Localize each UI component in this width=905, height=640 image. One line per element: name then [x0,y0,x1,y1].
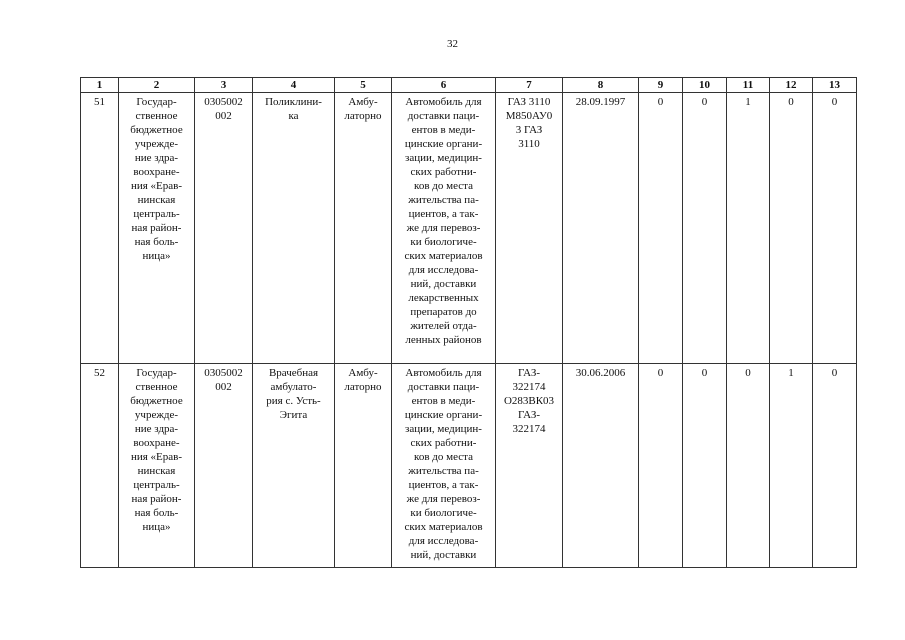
cell-line: Автомобиль для [405,367,482,379]
count-cell: 0 [727,364,770,568]
cell-line: 3 ГАЗ [515,124,543,136]
date-cell: 28.09.1997 [563,93,639,364]
count-cell: 0 [683,364,727,568]
vehicle-model-cell [496,93,563,364]
cell-line: ний, доставки [410,549,477,561]
cell-line: ских материалов [404,521,483,533]
cell-line: для исследова- [408,264,479,276]
cell-line: ница» [142,521,171,533]
count-cell: 0 [683,93,727,364]
cell-line: доставки паци- [407,110,480,122]
cell-line: Автомобиль для [405,96,482,108]
column-header: 9 [639,78,683,93]
count-cell: 0 [813,93,857,364]
count-cell: 0 [813,364,857,568]
care-type-cell [335,93,392,364]
cell-line: Государ- [136,96,177,108]
cell-line: Амбу- [348,367,378,379]
cell-line: ГАЗ- [517,409,540,421]
cell-line: ная боль- [134,236,179,248]
cell-line: централь- [133,208,180,220]
cell-line: 0305002 [204,96,243,108]
register-table [80,77,857,568]
table-header [81,78,857,93]
cell-line: ственное [135,381,178,393]
cell-line: ная район- [131,222,182,234]
cell-line: ков до места [414,180,473,192]
cell-line: М850АУ0 [505,110,553,122]
cell-line: для исследова- [408,535,479,547]
column-header: 10 [683,78,727,93]
cell-line: Поликлини- [265,96,322,108]
cell-line: жителей отда- [410,320,477,332]
table-row [81,93,857,364]
cell-line: Государ- [136,367,177,379]
column-header: 12 [770,78,813,93]
column-header: 1 [81,78,119,93]
header-row [81,78,857,93]
column-header: 13 [813,78,857,93]
code-cell [195,364,253,568]
cell-line: ния «Ерав- [130,451,183,463]
cell-line: жительства па- [408,465,479,477]
cell-line: Эгита [279,409,308,421]
institution-cell [119,93,195,364]
cell-line: зации, медицин- [405,423,482,435]
cell-line: зации, медицин- [405,152,482,164]
column-header: 8 [563,78,639,93]
cell-line: ственное [135,110,178,122]
column-header: 4 [253,78,335,93]
count-cell: 0 [639,364,683,568]
cell-line: лекарственных [408,292,479,304]
cell-line: ка [288,110,299,122]
cell-line: ная боль- [134,507,179,519]
cell-line: ние здра- [134,423,179,435]
code-cell [195,93,253,364]
care-type-cell [335,364,392,568]
cell-line: латорно [344,110,382,122]
cell-line: ная район- [131,493,182,505]
column-header: 7 [496,78,563,93]
cell-line: ских работни- [410,166,477,178]
column-header: 5 [335,78,392,93]
count-cell: 1 [770,364,813,568]
cell-line: 3110 [518,138,540,150]
cell-line: ских материалов [404,250,483,262]
cell-line: ГАЗ 3110 [507,96,551,108]
cell-line: ентов в меди- [411,395,476,407]
cell-line: воохране- [133,437,180,449]
table-body [81,93,857,568]
cell-line: централь- [133,479,180,491]
cell-line: 002 [215,381,232,393]
cell-line: циентов, а так- [408,208,479,220]
cell-line: ния «Ерав- [130,180,183,192]
cell-line: О283ВК03 [503,395,555,407]
table-row [81,364,857,568]
cell-line: Амбу- [348,96,378,108]
column-header: 2 [119,78,195,93]
cell-line: же для перевоз- [406,222,481,234]
column-header: 6 [392,78,496,93]
cell-line: Врачебная [268,367,319,379]
cell-line: бюджетное [130,124,183,136]
cell-line: доставки паци- [407,381,480,393]
count-cell: 1 [727,93,770,364]
cell-line: ки биологиче- [410,236,477,248]
cell-line: 0305002 [204,367,243,379]
column-header: 11 [727,78,770,93]
cell-line: ний, доставки [410,278,477,290]
cell-line: нинская [137,194,176,206]
cell-line: бюджетное [130,395,183,407]
cell-line: амбулато- [270,381,317,393]
page-number: 32 [447,38,458,50]
count-cell: 0 [639,93,683,364]
count-cell: 0 [770,93,813,364]
subdivision-cell [253,364,335,568]
cell-line: ГАЗ- [517,367,540,379]
vehicle-purpose-cell [392,364,496,568]
cell-line: ков до места [414,451,473,463]
cell-line: цинские органи- [404,409,483,421]
cell-line: цинские органи- [404,138,483,150]
cell-line: учрежде- [134,409,179,421]
cell-line: 322174 [512,381,546,393]
row-number-cell: 52 [81,364,119,568]
cell-line: 322174 [512,423,546,435]
cell-line: воохране- [133,166,180,178]
cell-line: жительства па- [408,194,479,206]
cell-line: ских работни- [410,437,477,449]
column-header: 3 [195,78,253,93]
cell-line: ки биологиче- [410,507,477,519]
subdivision-cell [253,93,335,364]
vehicle-model-cell [496,364,563,568]
cell-line: ница» [142,250,171,262]
cell-line: 002 [215,110,232,122]
cell-line: нинская [137,465,176,477]
cell-line: же для перевоз- [406,493,481,505]
cell-line: циентов, а так- [408,479,479,491]
row-number-cell: 51 [81,93,119,364]
institution-cell [119,364,195,568]
date-cell: 30.06.2006 [563,364,639,568]
vehicle-purpose-cell [392,93,496,364]
cell-line: ленных районов [405,334,482,346]
cell-line: учрежде- [134,138,179,150]
cell-line: латорно [344,381,382,393]
cell-line: препаратов до [410,306,477,318]
cell-line: рия с. Усть- [266,395,321,407]
cell-line: ентов в меди- [411,124,476,136]
cell-line: ние здра- [134,152,179,164]
